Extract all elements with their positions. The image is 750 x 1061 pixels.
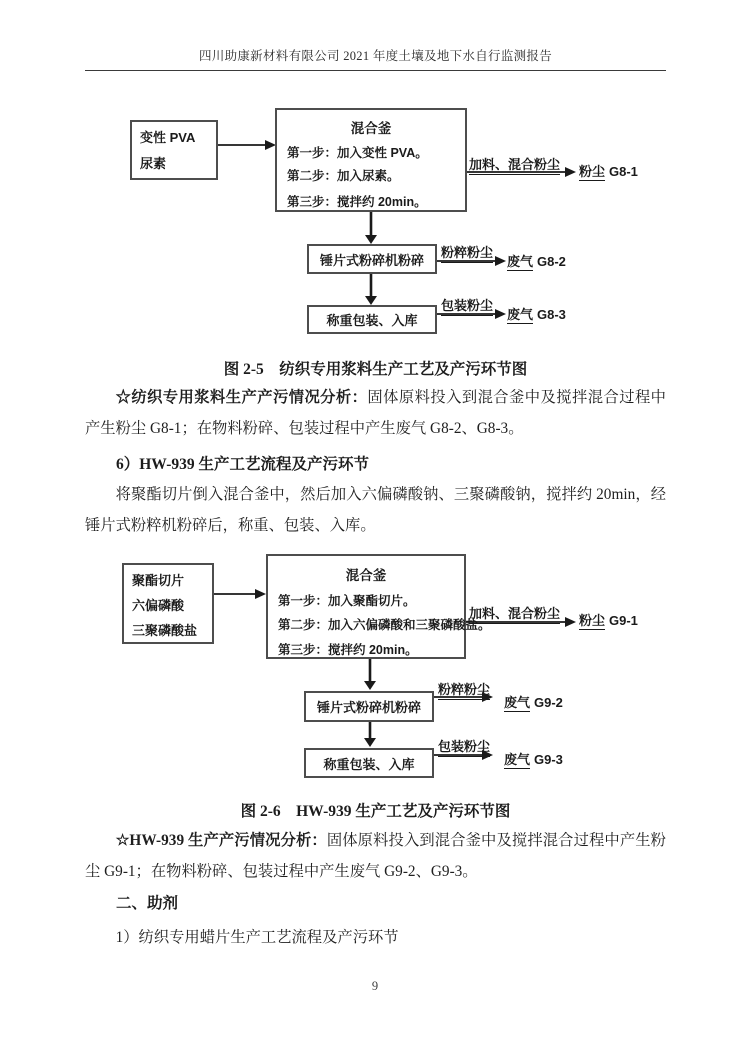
analysis-2-lead: ☆HW-939 生产产污情况分析： [115, 832, 327, 849]
figure-2-5-caption: 图 2-5 纺织专用浆料生产工艺及产污环节图 [223, 361, 528, 378]
flowchart-figure-2-5 [0, 95, 750, 350]
mixer-box [275, 108, 467, 212]
mixer-title: 混合釜 [345, 568, 387, 583]
packing-box-label: 称重包装、入库 [323, 756, 415, 772]
arrow-input-to-mixer [218, 140, 276, 150]
crusher-box [304, 691, 434, 722]
crusher-box-label: 锤片式粉碎机粉碎 [319, 252, 424, 268]
feed-dust-label: 加料、混合粉尘 [469, 154, 560, 175]
crush-dust-label: 粉粹粉尘 [441, 242, 493, 263]
packing-dust-label: 包装粉尘 [441, 295, 493, 316]
mixer-title: 混合釜 [350, 121, 392, 136]
gas-output-code: G8-3 [537, 307, 566, 322]
crusher-box [307, 244, 437, 274]
mixer-step-1: 第一步：加入变性 PVA。 [287, 146, 428, 160]
mixer-step-3: 第三步：搅拌约 20min。 [287, 195, 427, 209]
packing-dust-label: 包装粉尘 [438, 736, 490, 757]
packing-box [304, 748, 434, 778]
gas-output-word: 废气 [507, 254, 534, 269]
dust-output-g9-1 [579, 610, 638, 629]
arrow-crusher-to-packing [364, 722, 376, 747]
mixer-step-2: 第二步：加入六偏磷酸和三聚磷酸盐。 [278, 618, 491, 632]
page-number: 9 [371, 979, 379, 993]
dust-output-g8-1 [579, 161, 638, 180]
analysis-1-text: 固体原料投入到混合釜中及搅拌混合过程中产生粉尘 G8-1；在物料粉碎、包装过程中产生废气 G8-2、G8-3。 [85, 389, 666, 437]
raw-material-box [130, 120, 218, 180]
crusher-box-label: 锤片式粉碎机粉碎 [316, 700, 421, 715]
section-heading-wax: 1）纺织专用蜡片生产工艺流程及产污环节 [115, 929, 399, 946]
gas-output-g9-2 [504, 692, 563, 711]
header-divider [85, 70, 666, 71]
hw939-process-paragraph: 将聚酯切片倒入混合釜中，然后加入六偏磷酸钠、三聚磷酸钠，搅拌约 20min，经锤片式粉粹机粉碎后，称重、包装、入库。 [85, 486, 666, 534]
gas-output-code: G8-2 [537, 254, 566, 269]
packing-box [307, 305, 437, 334]
flowchart-figure-2-6 [0, 548, 750, 803]
dust-output-word: 粉尘 [579, 164, 606, 179]
analysis-2-text: 固体原料投入到混合釜中及搅拌混合过程中产生粉尘 G9-1；在物料粉碎、包装过程中产生废气 G9-2、G9-3。 [85, 832, 666, 880]
dust-output-code: G8-1 [609, 164, 638, 179]
arrow-input-to-mixer [214, 589, 266, 599]
section-heading-hw939: 6）HW-939 生产工艺流程及产污环节 [116, 456, 370, 473]
dust-output-code: G9-1 [609, 613, 638, 628]
gas-output-word: 废气 [504, 695, 531, 710]
raw-material-line: 聚酯切片 [132, 573, 185, 588]
raw-material-line: 三聚磷酸盐 [132, 623, 198, 638]
gas-output-g8-3 [507, 304, 566, 323]
raw-material-line: 六偏磷酸 [132, 598, 185, 613]
dust-output-word: 粉尘 [579, 613, 606, 628]
gas-output-code: G9-2 [534, 695, 563, 710]
raw-material-line: 尿素 [140, 156, 167, 171]
crush-dust-label: 粉粹粉尘 [438, 679, 490, 700]
analysis-1-lead: ☆纺织专用浆料生产产污情况分析： [115, 389, 368, 406]
arrow-mixer-to-crusher [364, 659, 376, 690]
gas-output-word: 废气 [504, 752, 531, 767]
arrow-crusher-to-packing [365, 274, 377, 305]
gas-output-g8-2 [507, 251, 566, 270]
arrow-mixer-to-crusher [365, 212, 377, 244]
packing-box-label: 称重包装、入库 [326, 313, 418, 328]
analysis-paragraph-1 [85, 382, 666, 444]
report-header: 四川助康新材料有限公司 2021 年度土壤及地下水自行监测报告 [198, 49, 553, 63]
gas-output-code: G9-3 [534, 752, 563, 767]
gas-output-word: 废气 [507, 307, 534, 322]
gas-output-g9-3 [504, 749, 563, 768]
analysis-paragraph-2 [85, 825, 666, 887]
mixer-step-3: 第三步：搅拌约 20min。 [278, 643, 418, 657]
raw-material-box [122, 563, 214, 644]
mixer-step-2: 第二步：加入尿素。 [287, 169, 400, 183]
figure-2-6-caption: 图 2-6 HW-939 生产工艺及产污环节图 [240, 803, 511, 820]
mixer-step-1: 第一步：加入聚酯切片。 [278, 594, 416, 608]
feed-dust-label: 加料、混合粉尘 [469, 603, 560, 624]
section-heading-additive: 二、助剂 [116, 895, 179, 912]
mixer-box [266, 554, 491, 659]
raw-material-line: 变性 PVA [140, 130, 196, 145]
